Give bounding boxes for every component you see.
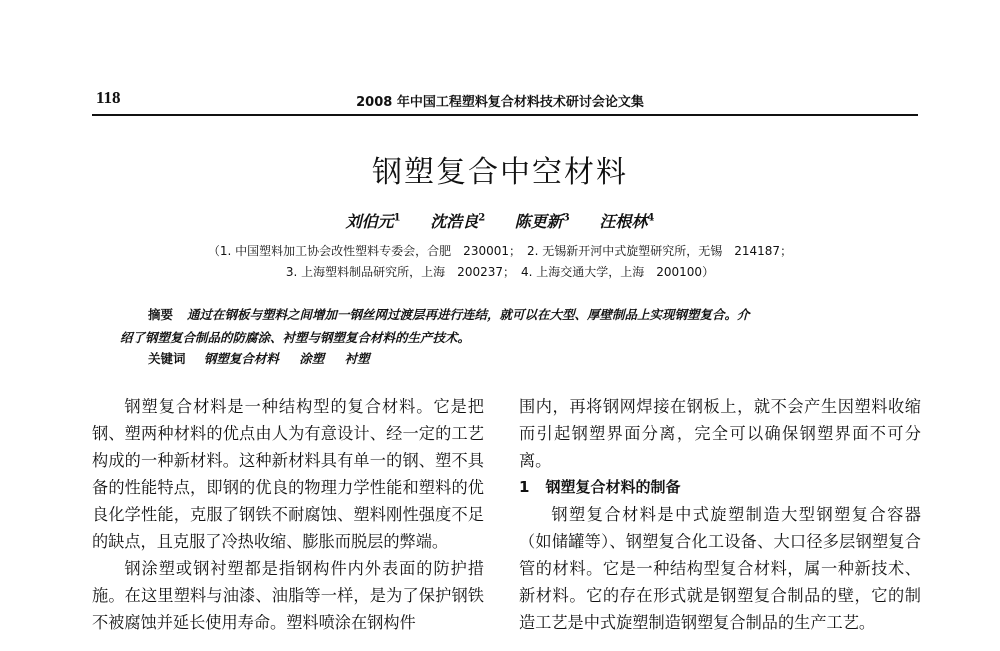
- body-column-left: [92, 393, 484, 636]
- keyword: 钢塑复合材料: [203, 351, 279, 366]
- page-number: 118: [96, 88, 121, 107]
- author-name: 汪根林: [599, 212, 648, 231]
- keywords-label: 关键词: [148, 351, 186, 366]
- section-title: 钢塑复合材料的制备: [545, 478, 681, 496]
- abstract-line-2: 绍了钢塑复合制品的防腐涂、衬塑与钢塑复合材料的生产技术。: [120, 330, 471, 345]
- author-affil-mark: 2: [478, 212, 486, 224]
- paper-title: 钢塑复合中空材料: [372, 155, 628, 190]
- body-column-right: [519, 393, 921, 636]
- author-name: 沈浩良: [430, 212, 479, 231]
- running-header: 2008 年中国工程塑料复合材料技术研讨会论文集: [356, 95, 644, 110]
- author-affil-mark: 1: [393, 212, 401, 224]
- section-heading: [519, 474, 921, 501]
- author: [599, 212, 654, 231]
- abstract-line-1: [120, 303, 910, 326]
- body-paragraph: 钢涂塑或钢衬塑都是指钢构件内外表面的防护措施。在这里塑料与油漆、油脂等一样，是为了保护钢铁不被腐蚀并延长使用寿命。塑料喷涂在钢构件: [92, 559, 484, 632]
- keywords: [148, 349, 386, 367]
- affiliation-line-2: 3. 上海塑料制品研究所，上海 200237； 4. 上海交通大学，上海 200100）: [285, 265, 715, 279]
- author-name: 陈更新: [514, 212, 563, 231]
- abstract-label: 摘要: [148, 307, 174, 322]
- author: [515, 212, 570, 231]
- author: [430, 212, 485, 231]
- author-list: [0, 209, 1000, 232]
- abstract: [120, 303, 910, 349]
- body-paragraph-continued: 围内，再将钢网焊接在钢板上，就不会产生因塑料收缩而引起钢塑界面分离，完全可以确保钢塑界面不可分离。: [519, 397, 921, 470]
- abstract-text-1: 通过在钢板与塑料之间增加一钢丝网过渡层再进行连结，就可以在大型、厚壁制品上实现钢塑复合。介: [187, 307, 750, 322]
- author-affil-mark: 4: [647, 212, 655, 224]
- author-affil-mark: 3: [562, 212, 570, 224]
- body-paragraph: 钢塑复合材料是一种结构型的复合材料。它是把钢、塑两种材料的优点由人为有意设计、经一定的工艺构成的一种新材料。这种新材料具有单一的钢、塑不具备的性能特点，即钢的优良的物理力学性能和塑料的优良化学性能，克服了钢铁不耐腐蚀、塑料刚性强度不足的缺点，且克服了冷热收缩、膨胀而脱层的弊端。: [92, 397, 484, 551]
- author: [346, 212, 401, 231]
- keyword: 衬塑: [344, 351, 370, 366]
- author-name: 刘伯元: [345, 212, 394, 231]
- body-paragraph: 钢塑复合材料是中式旋塑制造大型钢塑复合容器（如储罐等）、钢塑复合化工设备、大口径多层钢塑复合管的材料。它是一种结构型复合材料，属一种新技术、新材料。它的存在形式就是钢塑复合制品的壁，它的制造工艺是中式旋塑制造钢塑复合制品的生产工艺。: [519, 505, 921, 632]
- affiliation-line-1: （1. 中国塑料加工协会改性塑料专委会，合肥 230001； 2. 无锡新开河中式旋塑研究所，无锡 214187；: [207, 244, 793, 258]
- section-number: 1: [519, 478, 530, 496]
- keyword: 涂塑: [299, 351, 325, 366]
- header-rule: [92, 114, 918, 116]
